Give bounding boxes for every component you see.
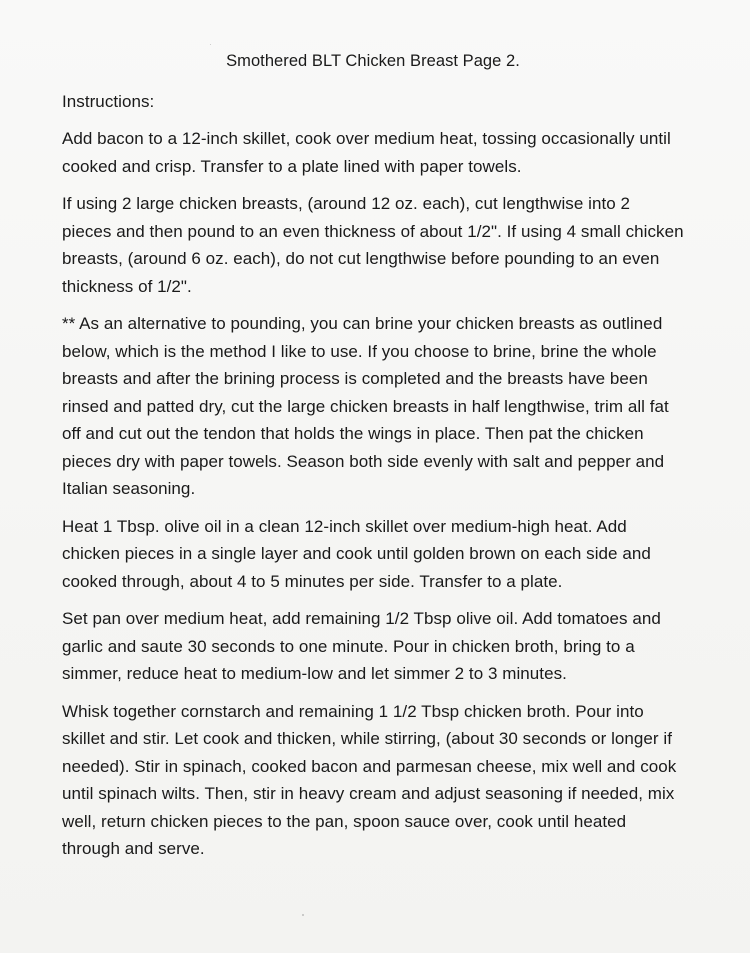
paragraph-bacon: Add bacon to a 12-inch skillet, cook over medium heat, tossing occasionally until cooked and crisp. Transfer to a plate lined with paper towels. [62, 129, 671, 176]
page-title: Smothered BLT Chicken Breast Page 2. [226, 52, 520, 70]
scan-speck [210, 44, 211, 45]
recipe-content [62, 48, 684, 873]
paragraph-sauce: Set pan over medium heat, add remaining 1/2 Tbsp olive oil. Add tomatoes and garlic and saute 30 seconds to one minute. Pour in chicken broth, bring to a simmer, reduce heat to medium-low and let simmer 2 to 3 minutes. [62, 609, 661, 683]
paragraph-searing: Heat 1 Tbsp. olive oil in a clean 12-inch skillet over medium-high heat. Add chicken pieces in a single layer and cook until golden brown on each side and cooked through, about 4 to 5 minutes per side. Transfer to a plate. [62, 516, 651, 591]
paragraph-finishing: Whisk together cornstarch and remaining 1 1/2 Tbsp chicken broth. Pour into skillet and stir. Let cook and thicken, while stirring, (about 30 seconds or longer if needed). Stir in spinach, cooked bacon and parmesan cheese, mix well and cook until spinach wilts. Then, stir in heavy cream and adjust seasoning if needed, mix well, return chicken pieces to the pan, spoon sauce over, cook until heated through and serve. [62, 701, 677, 858]
paragraph-pounding: If using 2 large chicken breasts, (around 12 oz. each), cut lengthwise into 2 pieces and then pound to an even thickness of about 1/2". If using 4 small chicken breasts, (around 6 oz. each), do not cut lengthwise before pounding to an even thickness of 1/2". [62, 194, 684, 296]
scan-speck [302, 914, 304, 916]
paragraph-brining: ** As an alternative to pounding, you can brine your chicken breasts as outlined below, which is the method I like to use. If you choose to brine, brine the whole breasts and after the brining process is completed and the breasts have been rinsed and patted dry, cut the large chicken breasts in half lengthwise, trim all fat off and cut out the tendon that holds the wings in place. Then pat the chicken pieces dry with paper towels. Season both side evenly with salt and pepper and Italian seasoning. [62, 314, 669, 498]
instructions-label: Instructions: [62, 91, 155, 111]
